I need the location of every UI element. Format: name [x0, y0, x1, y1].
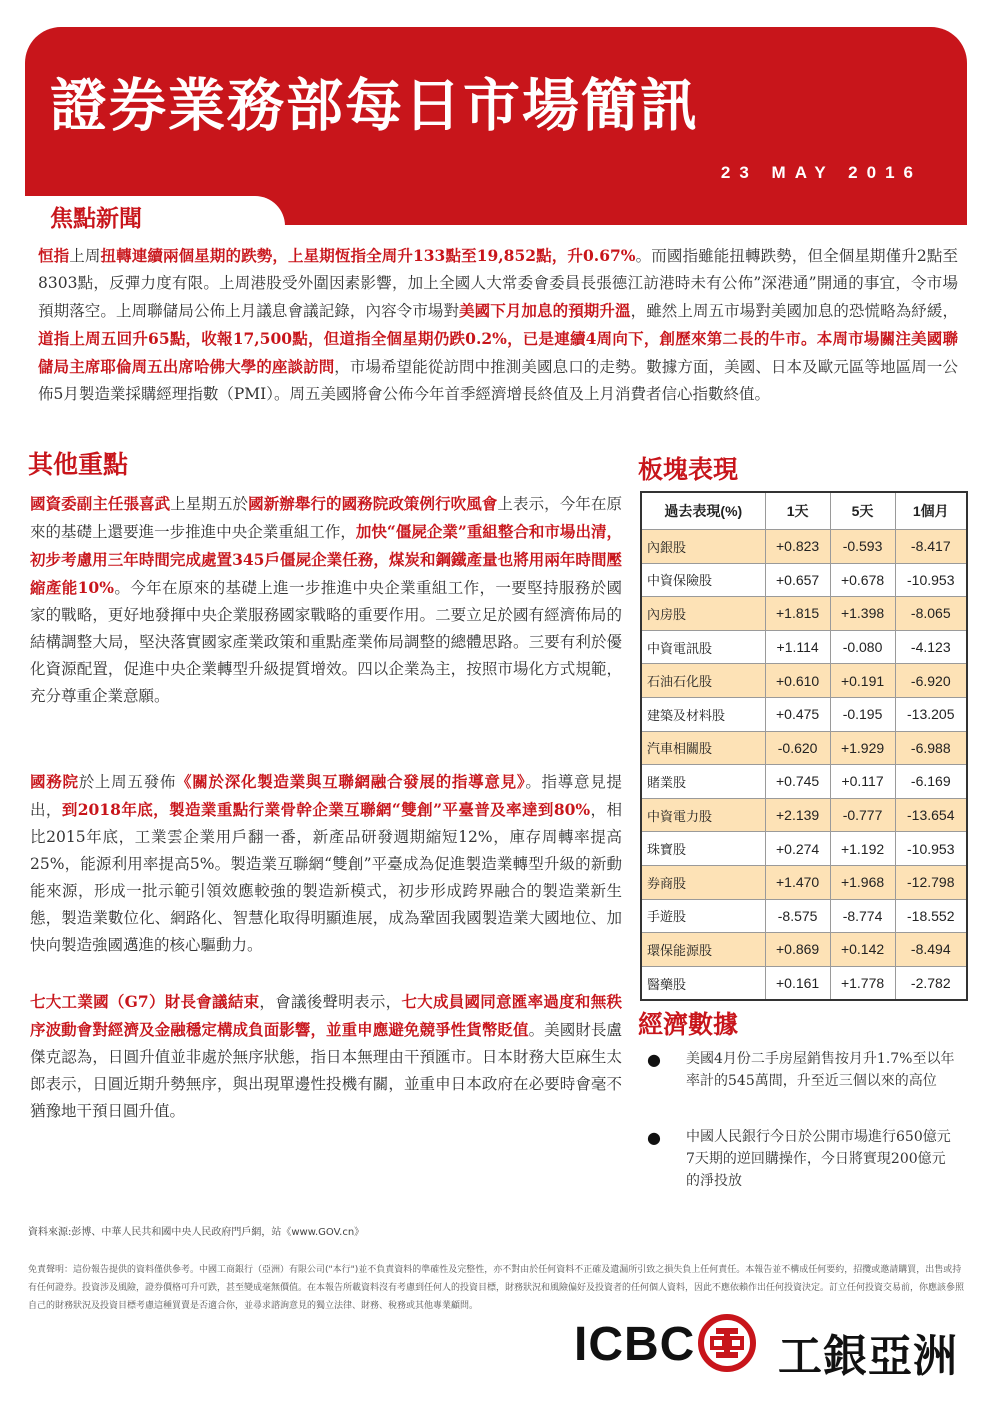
body-text: 。而國指雖能扭轉跌勢，但全個星期僅升2點至8303點，反彈力度有限。上周港股受外圍因素影響，加上全國人大常委會委員長張德江訪港時未有公佈”深港通”開通的事宜，令市場預期落空。上周聯儲局公佈上月議息會議記錄，內容令市場對 [38, 247, 958, 320]
body-text: 。指導意見提出， [30, 773, 622, 819]
sector-name: 中資電力股 [641, 798, 765, 832]
sector-table [640, 491, 968, 1001]
body-text: 於上周五發佈 [78, 773, 177, 791]
sector-name: 內房股 [641, 597, 765, 631]
sector-5d: -0.195 [830, 697, 895, 731]
sector-row [641, 731, 967, 765]
highlight-text: 加快“僵屍企業”重組整合和市場出清，初步考慮用三年時間完成處置345戶僵屍企業任務，煤炭和鋼鐵產量也將用兩年時間壓縮產能10% [30, 522, 622, 597]
sector-1m: -13.205 [895, 697, 967, 731]
sector-name: 醫藥股 [641, 966, 765, 1000]
sector-1m: -6.920 [895, 664, 967, 698]
sector-1m: -8.417 [895, 530, 967, 564]
focus-paragraph [38, 242, 958, 408]
sector-1d: +1.815 [765, 597, 830, 631]
highlight-text: 扭轉連續兩個星期的跌勢，上星期恆指全周升133點至19,852點，升0.67% [100, 246, 636, 265]
sector-row [641, 630, 967, 664]
sector-1d: +0.475 [765, 697, 830, 731]
body-text: 上星期五於 [170, 495, 249, 513]
economy-bullet-2: 中國人民銀行今日於公開市場進行650億元7天期的逆回購操作，今日將實現200億元的淨投放 [686, 1129, 951, 1189]
source-note: 資料來源:彭博、中華人民共和國中央人民政府門戶網，站《www.GOV.cn》 [28, 1227, 365, 1238]
sector-5d: -0.593 [830, 530, 895, 564]
sector-5d: +1.968 [830, 865, 895, 899]
highlight-text: 七大工業國（G7）財長會議結束 [30, 992, 260, 1011]
sector-5d: +0.117 [830, 765, 895, 799]
sector-name: 石油石化股 [641, 664, 765, 698]
sector-name: 內銀股 [641, 530, 765, 564]
bullet-dot: ● [647, 1050, 661, 1069]
highlight-text: 美國下月加息的預期升溫 [459, 301, 631, 320]
body-text: ，相比2015年底，工業雲企業用戶翻一番，新產品研發週期縮短12%，庫存周轉率提高25%，能源利用率提高5%。製造業互聯網“雙創”平臺成為促進製造業轉型升級的新動能來源，形成一批示範引領效應較強的製造新模式，初步形成跨界融合的製造業新生態，製造業數位化、網路化、智慧化取得明顯進展，成為鞏固我國製造業大國地位、加快向製造強國邁進的核心驅動力。 [30, 801, 622, 954]
sector-row [641, 765, 967, 799]
highlight-text: 到2018年底，製造業重點行業骨幹企業互聯網“雙創”平臺普及率達到80% [61, 800, 591, 819]
economy-heading: 經濟數據 [638, 1010, 739, 1039]
sector-1d: +2.139 [765, 798, 830, 832]
sector-heading: 板塊表現 [638, 455, 739, 484]
body-text: ，會議後聲明表示， [259, 993, 402, 1011]
sector-row [641, 697, 967, 731]
focus-heading: 焦點新聞 [50, 206, 142, 232]
sector-row [641, 832, 967, 866]
other-heading: 其他重點 [28, 450, 129, 479]
sector-1d: +0.657 [765, 563, 830, 597]
other-paragraph-3 [30, 988, 622, 1125]
sector-1d: +1.470 [765, 865, 830, 899]
sector-5d: -0.777 [830, 798, 895, 832]
sector-1d: +0.745 [765, 765, 830, 799]
highlight-text: 國務院 [30, 772, 79, 791]
sector-5d: +1.929 [830, 731, 895, 765]
sector-1m: -4.123 [895, 630, 967, 664]
col-period: 過去表現(%) [641, 492, 765, 530]
sector-5d: -8.774 [830, 899, 895, 933]
body-text: 。今年在原來的基礎上進一步推進中央企業重組工作，一要堅持服務於國家的戰略，更好地發揮中央企業服務國家戰略的重要作用。二要立足於國有經濟佈局的結構調整大局，堅決落實國家產業政策和重點產業佈局調整的總體思路。三要有利於優化資源配置，促進中央企業轉型升級提質增效。四以企業為主，按照市場化方式規範，充分尊重企業意願。 [30, 579, 622, 705]
sector-row [641, 530, 967, 564]
col-1d: 1天 [765, 492, 830, 530]
body-text: 上表示，今年在原來的基礎上還要進一步推進中央企業重組工作， [30, 495, 622, 541]
sector-name: 汽車相關股 [641, 731, 765, 765]
sector-5d: +1.192 [830, 832, 895, 866]
highlight-text: 《關於深化製造業與互聯網融合發展的指導意見》 [176, 772, 526, 791]
sector-name: 手遊股 [641, 899, 765, 933]
sector-5d: +0.191 [830, 664, 895, 698]
sector-1d: +0.823 [765, 530, 830, 564]
sector-5d: +1.778 [830, 966, 895, 1000]
body-text: 。美國財長盧傑克認為，日圓升值並非處於無序狀態，指日本無理由干預匯市。日本財務大臣麻生太郎表示，日圓近期升勢無序，與出現單邊性投機有關，並重申日本政府在必要時會毫不猶豫地干預日圓升值。 [30, 1021, 622, 1120]
body-text: ，市場希望能從訪問中推測美國息口的走勢。數據方面，美國、日本及歐元區等地區周一公佈5月製造業採購經理指數（PMI）。周五美國將會公佈今年首季經濟增長終值及上月消費者信心指數終值。 [38, 358, 958, 403]
sector-5d: +0.678 [830, 563, 895, 597]
sector-1d: +0.161 [765, 966, 830, 1000]
sector-1m: -13.654 [895, 798, 967, 832]
sector-header-row [641, 492, 967, 530]
sector-name: 環保能源股 [641, 933, 765, 967]
sector-1m: -6.169 [895, 765, 967, 799]
logo-icbc: ICBC [574, 1318, 696, 1371]
report-date: 23 MAY 2016 [720, 163, 922, 182]
sector-1d: +0.869 [765, 933, 830, 967]
disclaimer: 免責聲明：這份報告提供的資料僅供參考。中國工商銀行（亞洲）有限公司("本行")並不負責資料的準確性及完整性，亦不對由於任何資料不正確及遺漏所引致之損失負上任何責任。本報告並不構成任何要約，招攬或邀請購買，出售或持有任何證券。投資涉及風險，證券價格可升可跌，甚至變成毫無價值。在本報告所載資料沒有考慮到任何人的投資目標，財務狀況和風險偏好及投資者的任何個人資料，因此不應依賴作出任何投資決定。訂立任何投資交易前，你應該參照自己的財務狀況及投資目標考慮這種買賣是否適合你，並尋求諮詢意見的獨立法律、財務、稅務或其他專業顧問。 [28, 1265, 965, 1311]
sector-1m: -10.953 [895, 563, 967, 597]
sector-1m: -12.798 [895, 865, 967, 899]
sector-name: 賭業股 [641, 765, 765, 799]
sector-5d: -0.080 [830, 630, 895, 664]
sector-1d: -0.620 [765, 731, 830, 765]
sector-row [641, 865, 967, 899]
sector-row [641, 664, 967, 698]
sector-1d: +1.114 [765, 630, 830, 664]
sector-name: 珠寶股 [641, 832, 765, 866]
sector-5d: +0.142 [830, 933, 895, 967]
sector-row [641, 933, 967, 967]
sector-row [641, 798, 967, 832]
sector-name: 券商股 [641, 865, 765, 899]
bullet-dot: ● [647, 1128, 661, 1147]
col-5d: 5天 [830, 492, 895, 530]
sector-1d: -8.575 [765, 899, 830, 933]
logo-chinese: 工銀亞洲 [778, 1331, 958, 1382]
sector-row [641, 899, 967, 933]
highlight-text: 國新辦舉行的國務院政策例行吹風會 [248, 494, 498, 513]
sector-1m: -10.953 [895, 832, 967, 866]
body-text: ，雖然上周五市場對美國加息的恐慌略為紓緩， [630, 302, 958, 320]
sector-row [641, 563, 967, 597]
other-paragraph-1 [30, 490, 622, 710]
sector-name: 中資電訊股 [641, 630, 765, 664]
sector-1m: -8.065 [895, 597, 967, 631]
highlight-text: 恒指 [38, 246, 70, 265]
sector-1m: -2.782 [895, 966, 967, 1000]
highlight-text: 國資委副主任張喜武 [30, 494, 171, 513]
sector-row [641, 597, 967, 631]
col-1m: 1個月 [895, 492, 967, 530]
sector-1m: -8.494 [895, 933, 967, 967]
other-paragraph-2 [30, 768, 622, 959]
sector-row [641, 966, 967, 1000]
body-text: 上周 [69, 247, 101, 265]
sector-name: 中資保險股 [641, 563, 765, 597]
icbc-seal-icon [697, 1313, 757, 1373]
sector-1m: -6.988 [895, 731, 967, 765]
sector-name: 建築及材料股 [641, 697, 765, 731]
sector-1d: +0.274 [765, 832, 830, 866]
sector-1d: +0.610 [765, 664, 830, 698]
sector-5d: +1.398 [830, 597, 895, 631]
sector-1m: -18.552 [895, 899, 967, 933]
economy-bullet-1: 美國4月份二手房屋銷售按月升1.7%至以年率計的545萬間，升至近三個以來的高位 [686, 1051, 955, 1089]
page-title: 證券業務部每日市場簡訊 [50, 73, 699, 139]
highlight-text: 道指上周五回升65點，收報17,500點，但道指全個星期仍跌0.2%，已是連續4周向下，創歷來第二長的牛市。本周市場關注美國聯儲局主席耶倫周五出席哈佛大學的座談訪問 [38, 329, 958, 376]
highlight-text: 七大成員國同意匯率過度和無秩序波動會對經濟及金融穩定構成負面影響，並重申應避免競爭性貨幣貶值 [30, 992, 622, 1039]
